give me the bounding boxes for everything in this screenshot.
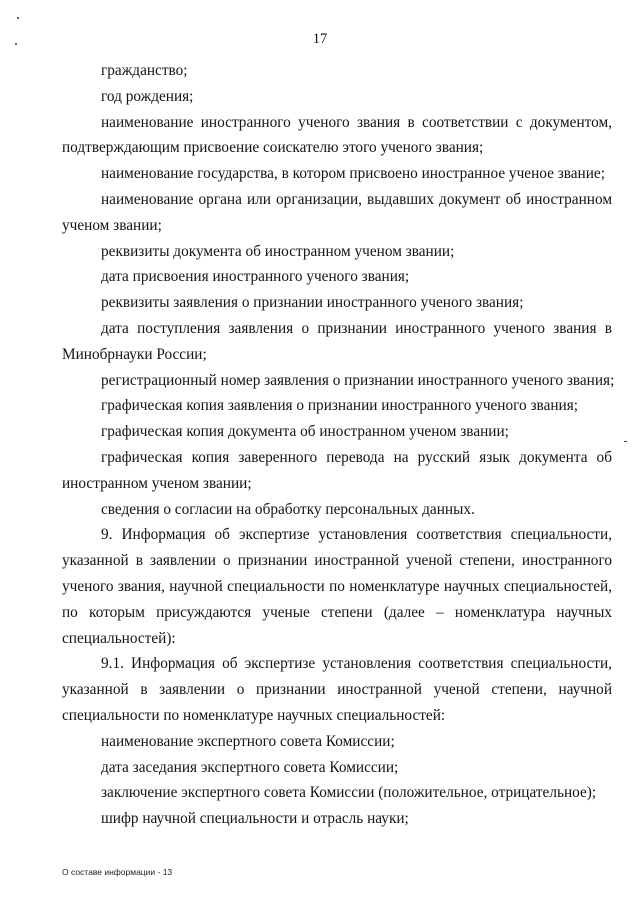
section-9-paragraph: 9. Информация об экспертизе установления соответствия специальности, указанной в заявлении о признании иностранной ученой степени, иностранного ученого звания, научной специальности по номенклатуре научных специальностей, по которым присуждаются ученые степени (далее – номенклатура научных специальностей): bbox=[62, 526, 612, 647]
list-item-issuing-organization: наименование органа или организации, выдавших документ об иностранном ученом звании; bbox=[62, 190, 612, 234]
list-item-application-details: реквизиты заявления о признании иностранного ученого звания; bbox=[101, 294, 524, 312]
list-item-council-meeting-date: дата заседания экспертного совета Комиссии; bbox=[101, 758, 399, 776]
document-body bbox=[62, 58, 615, 832]
section-9-1-paragraph: 9.1. Информация об экспертизе установления соответствия специальности, указанной в заявлении о признании иностранной ученой степени, научной специальности по номенклатуре научных специальностей: bbox=[62, 655, 612, 724]
list-item-consent: сведения о согласии на обработку персональных данных. bbox=[101, 500, 475, 518]
page-footer: О составе информации - 13 bbox=[62, 867, 173, 877]
scan-speck-top-left bbox=[17, 17, 19, 19]
list-item-conferral-date: дата присвоения иностранного ученого звания; bbox=[101, 268, 410, 286]
scan-speck-right bbox=[624, 441, 627, 442]
page-number: 17 bbox=[312, 31, 328, 47]
list-item-foreign-title-name: наименование иностранного ученого звания в соответствии с документом, подтверждающим присвоение соискателю этого ученого звания; bbox=[62, 113, 612, 157]
list-item-citizenship: гражданство; bbox=[101, 62, 188, 79]
list-item-document-copy: графическая копия документа об иностранном ученом звании; bbox=[101, 423, 509, 441]
list-item-specialty-code: шифр научной специальности и отрасль науки; bbox=[101, 810, 409, 828]
list-item-council-name: наименование экспертного совета Комиссии; bbox=[101, 732, 395, 750]
list-item-translation-copy: графическая копия заверенного перевода на русский язык документа об иностранном ученом звании; bbox=[62, 448, 612, 492]
list-item-application-copy: графическая копия заявления о признании иностранного ученого звания; bbox=[101, 397, 579, 415]
list-item-state: наименование государства, в котором присвоено иностранное ученое звание; bbox=[101, 165, 605, 183]
list-item-document-details: реквизиты документа об иностранном ученом звании; bbox=[101, 242, 455, 260]
list-item-birth-year: год рождения; bbox=[101, 87, 194, 105]
list-item-council-conclusion: заключение экспертного совета Комиссии (положительное, отрицательное); bbox=[101, 784, 597, 802]
list-item-registration-number: регистрационный номер заявления о признании иностранного ученого звания; bbox=[101, 371, 615, 389]
list-item-application-receipt-date: дата поступления заявления о признании иностранного ученого звания в Минобрнауки России; bbox=[62, 319, 612, 363]
